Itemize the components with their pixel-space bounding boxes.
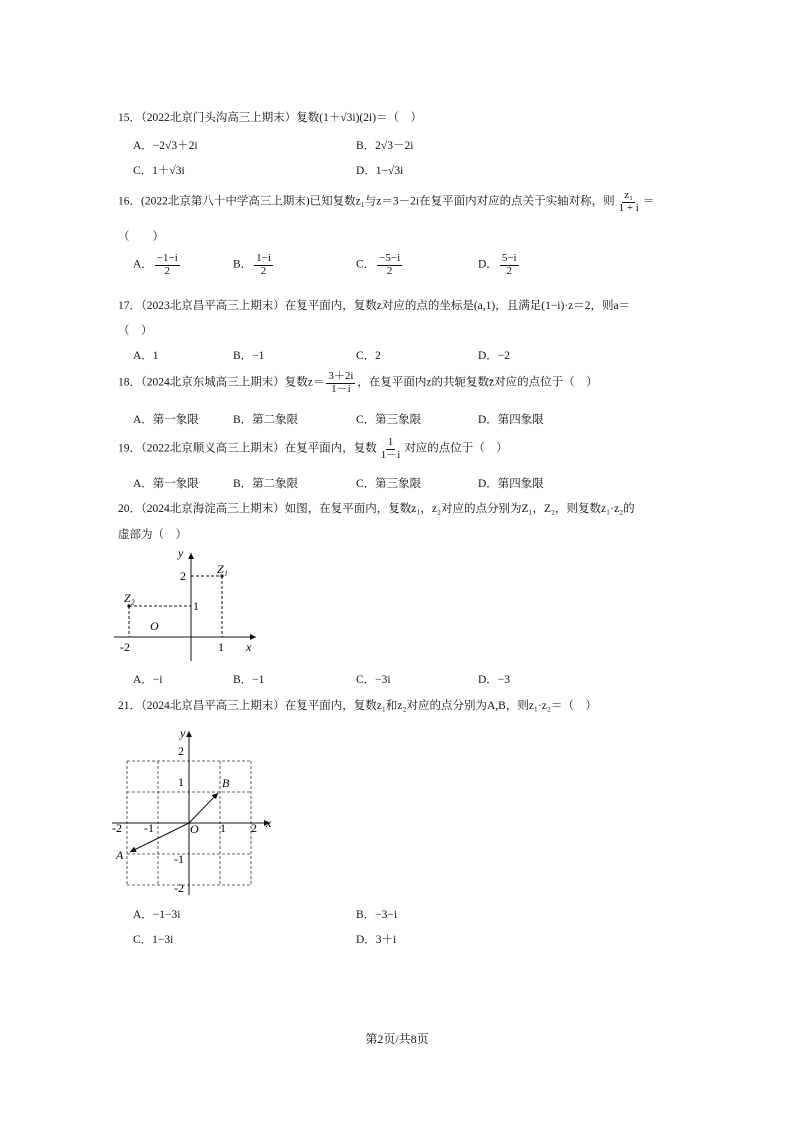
q16-option-b-num: 1−i [256, 252, 271, 264]
q16-option-a-den: 2 [164, 264, 171, 277]
q18-option-b: B．第二象限 [233, 414, 299, 426]
q16-paren: （ ） [118, 231, 164, 243]
q16-frac-den: 1 + i [618, 201, 639, 214]
q21-vector-oa [130, 823, 189, 852]
q21-stem: 21．（2024北京昌平高三上期末）在复平面内，复数z₁和z₂对应的点分别为A,B，则z₁·z₂＝（ ） [118, 700, 597, 712]
q21-figure [108, 725, 278, 897]
q21-a-label: A [116, 848, 124, 862]
q20-tick-y2: 2 [180, 569, 186, 583]
q16-option-b-letter: B． [233, 258, 253, 271]
q15-option-b: B．2√3－2i [356, 140, 414, 152]
q20-stem2: 虚部为（ ） [118, 529, 187, 541]
q21-option-b: B．−3−i [356, 909, 398, 921]
q16-frac-num: z₁ [624, 189, 634, 201]
q20-option-a: A．−i [133, 674, 163, 686]
q19-option-a: A．第一象限 [133, 478, 199, 490]
q16-option-a [133, 253, 182, 277]
q18-stem-a: 18．（2024北京东城高三上期末）复数z＝ [118, 376, 325, 389]
q20-stem: 20．（2024北京海淀高三上期末）如图，在复平面内，复数z₁，z₂对应的点分别为Z₁，Z₂，则复数z₁·z₂的 [118, 503, 635, 515]
q19-stem-line [118, 437, 508, 461]
q21-option-a: A．−1−3i [133, 909, 181, 921]
q17-option-c: C．2 [356, 350, 381, 362]
q16-option-b-den: 2 [260, 264, 267, 277]
q18-option-d: D．第四象限 [478, 414, 544, 426]
q17-option-d: D．−2 [478, 350, 511, 362]
q16-option-b [233, 253, 275, 277]
q18-frac-num: 3＋2i [328, 370, 354, 382]
q21-tick-y-neg2: -2 [174, 881, 184, 895]
q21-origin-label: O [190, 822, 199, 836]
q20-option-b: B．−1 [233, 674, 265, 686]
q15-stem: 15．（2022北京门头沟高三上期末）复数(1＋√3i)(2i)＝（ ） [118, 112, 423, 124]
q15-option-d: D．1−√3i [356, 165, 404, 177]
q15-option-c: C．1＋√3i [133, 165, 185, 177]
q21-x-label: x [266, 816, 272, 830]
q18-fraction [326, 371, 355, 395]
page-footer: 第2页/共8页 [365, 1032, 429, 1046]
q16-option-c-den: 2 [386, 264, 393, 277]
q18-stem-line [118, 371, 598, 395]
q19-option-d: D．第四象限 [478, 478, 544, 490]
q21-tick-x1: 1 [220, 821, 226, 835]
q16-option-d-den: 2 [506, 264, 512, 277]
q20-z1-label: Z₁ [217, 562, 228, 576]
q16-option-c-num: −5−i [379, 252, 401, 264]
q21-tick-x-neg2: -2 [112, 821, 122, 835]
q19-frac-den: 1－i [380, 448, 401, 461]
q20-option-c: C．−3i [356, 674, 391, 686]
q20-figure [110, 545, 270, 663]
q21-y-label: y [180, 726, 186, 740]
q16-option-c-letter: C． [356, 258, 376, 271]
q17-stem: 17．（2023北京昌平高三上期末）在复平面内，复数z对应的点的坐标是(a,1)，且满足(1−i)·z＝2，则a＝ [118, 300, 631, 312]
q16-option-a-num: −1−i [156, 252, 178, 264]
q16-option-d-num: 5−i [501, 252, 517, 264]
q16-option-a-letter: A． [133, 258, 153, 271]
q18-option-c: C．第三象限 [356, 414, 422, 426]
q21-b-label: B [222, 776, 230, 790]
q18-option-a: A．第一象限 [133, 414, 199, 426]
q19-stem-b: 对应的点位于（ ） [404, 442, 508, 455]
q16-option-c [356, 253, 404, 277]
q20-y-label: y [178, 546, 184, 560]
q17-option-b: B．−1 [233, 350, 265, 362]
q15-option-a: A．−2√3＋2i [133, 140, 198, 152]
q20-z2-label: Z₂ [124, 591, 135, 605]
q16-option-d [478, 253, 521, 277]
q21-tick-x-neg1: -1 [144, 821, 154, 835]
q21-vector-ob [189, 793, 218, 823]
q20-option-d: D．−3 [478, 674, 511, 686]
q18-frac-den: 1－i [331, 382, 351, 395]
q21-tick-y-neg1: -1 [174, 852, 184, 866]
q20-tick-y1: 1 [193, 599, 199, 613]
q19-option-b: B．第二象限 [233, 478, 299, 490]
q16-option-d-letter: D． [478, 258, 498, 271]
q19-frac-num: 1 [387, 436, 394, 448]
q16-stem-tail: ＝ [642, 195, 655, 208]
q19-fraction [379, 437, 403, 461]
q17-option-a: A．1 [133, 350, 159, 362]
q16-stem-line [118, 190, 654, 214]
q21-option-d: D．3＋i [356, 934, 397, 946]
q20-tick-x-neg2: -2 [120, 640, 130, 654]
q16-stem: 16．(2022北京第八十中学高三上期末)已知复数z₁与z＝3－2i在复平面内对应的点关于实轴对称，则 [118, 195, 615, 208]
q17-paren: （ ） [118, 325, 153, 337]
q21-tick-y1: 1 [178, 775, 184, 789]
q20-x-label: x [246, 640, 252, 654]
q19-option-c: C．第三象限 [356, 478, 422, 490]
q19-stem-a: 19．（2022北京顺义高三上期末）在复平面内，复数 [118, 442, 377, 455]
q20-origin-label: O [150, 619, 159, 633]
q21-tick-y2: 2 [178, 744, 184, 758]
q21-option-c: C．1−3i [133, 934, 174, 946]
q21-tick-x2: 2 [251, 821, 257, 835]
q18-stem-b: ，在复平面内z的共轭复数z̄对应的点位于（ ） [357, 376, 598, 389]
q20-tick-x1: 1 [218, 640, 224, 654]
q16-fraction [617, 190, 641, 214]
